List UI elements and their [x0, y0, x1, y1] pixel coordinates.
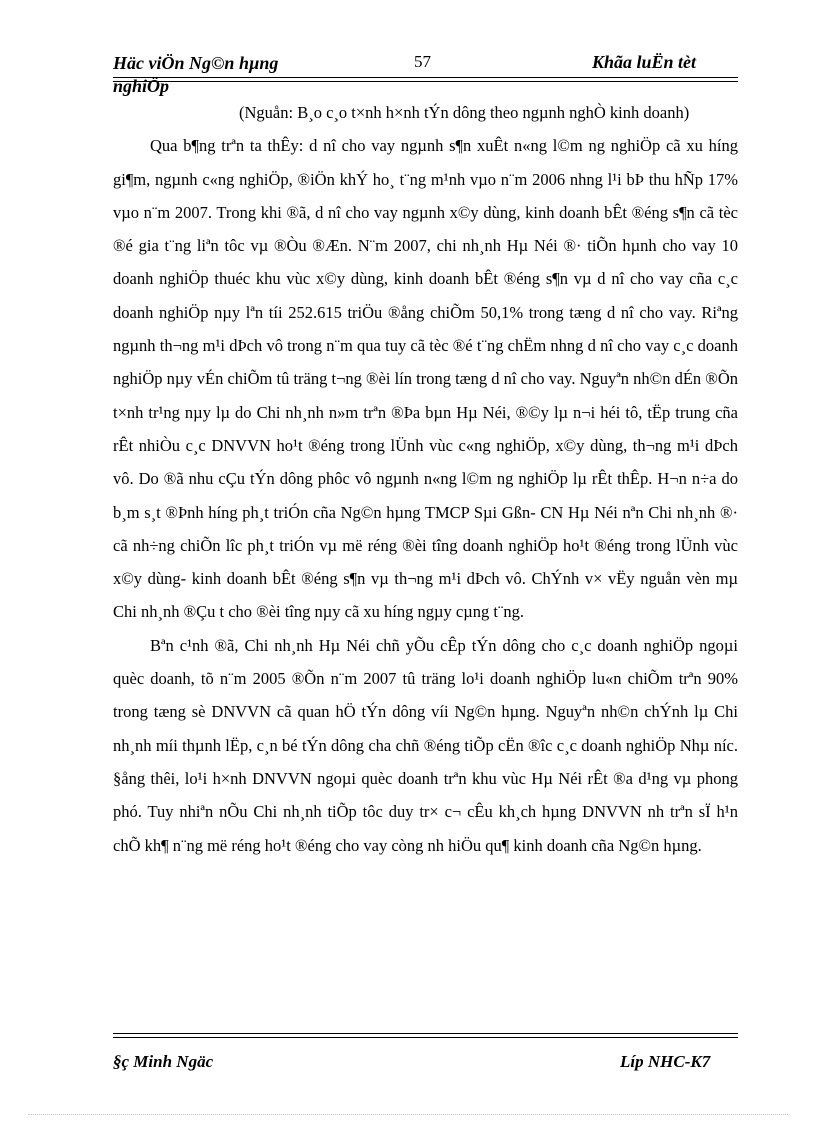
footer-class: Líp NHC-K7 [620, 1052, 711, 1071]
footer-rule-bottom [113, 1037, 738, 1038]
header-rule-top [113, 77, 738, 78]
header-thesis-label: Khãa luËn tèt [592, 52, 697, 72]
document-body [113, 96, 738, 862]
header-institution-line2: nghiÖp [113, 76, 170, 96]
body-paragraph-2: Bªn c¹nh ®ã, Chi nh¸nh Hµ Néi chñ yÕu cÊp tÝn dông cho c¸c doanh nghiÖp ngoµi quèc doanh, tõ n¨m 2005 ®Õn n¨m 2007 tû träng lo¹i doanh nghiÖp lu«n chiÕm trªn 90% trong tæng sè DNVVN cã quan hÖ tÝn dông víi Ng©n hµng. Nguyªn nh©n chÝnh lµ Chi nh¸nh míi thµnh lËp, c¸n bé tÝn dông cha chñ ®éng tiÕp cËn ®îc c¸c doanh nghiÖp Nhµ níc. §ång thêi, lo¹i h×nh DNVVN ngoµi quèc doanh trªn khu vùc Hµ Néi rÊt ®a d¹ng vµ phong phó. Tuy nhiªn nÕu Chi nh¸nh tiÕp tôc duy tr× c¬ cÊu kh¸ch hµng DNVVN nh trªn sÏ h¹n chÕ kh¶ n¨ng më réng ho¹t ®éng cho vay còng nh hiÖu qu¶ kinh doanh cña Ng©n hµng. [113, 635, 738, 855]
table-source-note: (Nguån: B¸o c¸o t×nh h×nh tÝn dông theo ngµnh nghÒ kinh doanh) [239, 103, 690, 122]
header-rule-bottom [113, 81, 738, 82]
footer-author: §ç Minh Ngäc [113, 1052, 214, 1071]
header-institution [113, 52, 313, 98]
footer-rule-top [113, 1033, 738, 1034]
page-number: 57 [414, 52, 431, 71]
header-institution-line1: Häc viÖn Ng©n hµng [113, 53, 279, 73]
body-paragraph-1: Qua b¶ng trªn ta thÊy: d nî cho vay ngµnh s¶n xuÊt n«ng l©m ng nghiÖp cã xu híng gi¶m, ngµnh c«ng nghiÖp, ®iÖn khÝ ho¸ t¨ng m¹nh vµo n¨m 2006 nhng l¹i bÞ thu hÑp 17% vµo n¨m 2007. Trong khi ®ã, d nî cho vay ngµnh x©y dùng, kinh doanh bÊt ®éng s¶n cã tèc ®é gia t¨ng liªn tôc vµ ®Òu ®Æn. N¨m 2007, chi nh¸nh Hµ Néi ®· tiÕn hµnh cho vay 10 doanh nghiÖp thuéc khu vùc x©y dùng, kinh doanh bÊt ®éng s¶n vµ d nî cho vay cña c¸c doanh nghiÖp nµy lªn tíi 252.615 triÖu ®ång chiÕm 50,1% trong tæng d nî cho vay. Riªng ngµnh th¬ng m¹i dÞch vô trong n¨m qua tuy cã tèc ®é t¨ng chËm nhng d nî cho vay c¸c doanh nghiÖp nµy vÉn chiÕm tû träng t¬ng ®èi lín trong tæng d nî cho vay. Nguyªn nh©n dÉn ®Õn t×nh tr¹ng nµy lµ do Chi nh¸nh n»m trªn ®Þa bµn Hµ Néi, ®©y lµ n¬i héi tô, tËp trung cña rÊt nhiÒu c¸c DNVVN ho¹t ®éng trong lÜnh vùc c«ng nghiÖp, x©y dùng, th¬ng m¹i dÞch vô. Do ®ã nhu cÇu tÝn dông phôc vô ngµnh n«ng l©m ng nghiÖp lµ rÊt thÊp. H¬n n÷a do b¸m s¸t ®Þnh híng ph¸t triÓn cña Ng©n hµng TMCP Sµi Gßn- CN Hµ Néi nªn Chi nh¸nh ®· cã nh÷ng chiÕn lîc ph¸t triÓn vµ më réng ®èi tîng doanh nghiÖp ho¹t ®éng trong lÜnh vùc x©y dùng- kinh doanh bÊt ®éng s¶n vµ th¬ng m¹i dÞch vô. ChÝnh v× vËy nguån vèn mµ Chi nh¸nh ®Çu t cho ®èi tîng nµy cã xu híng ngµy cµng t¨ng. [113, 136, 738, 622]
page-bottom-dotted-border [28, 1114, 788, 1115]
